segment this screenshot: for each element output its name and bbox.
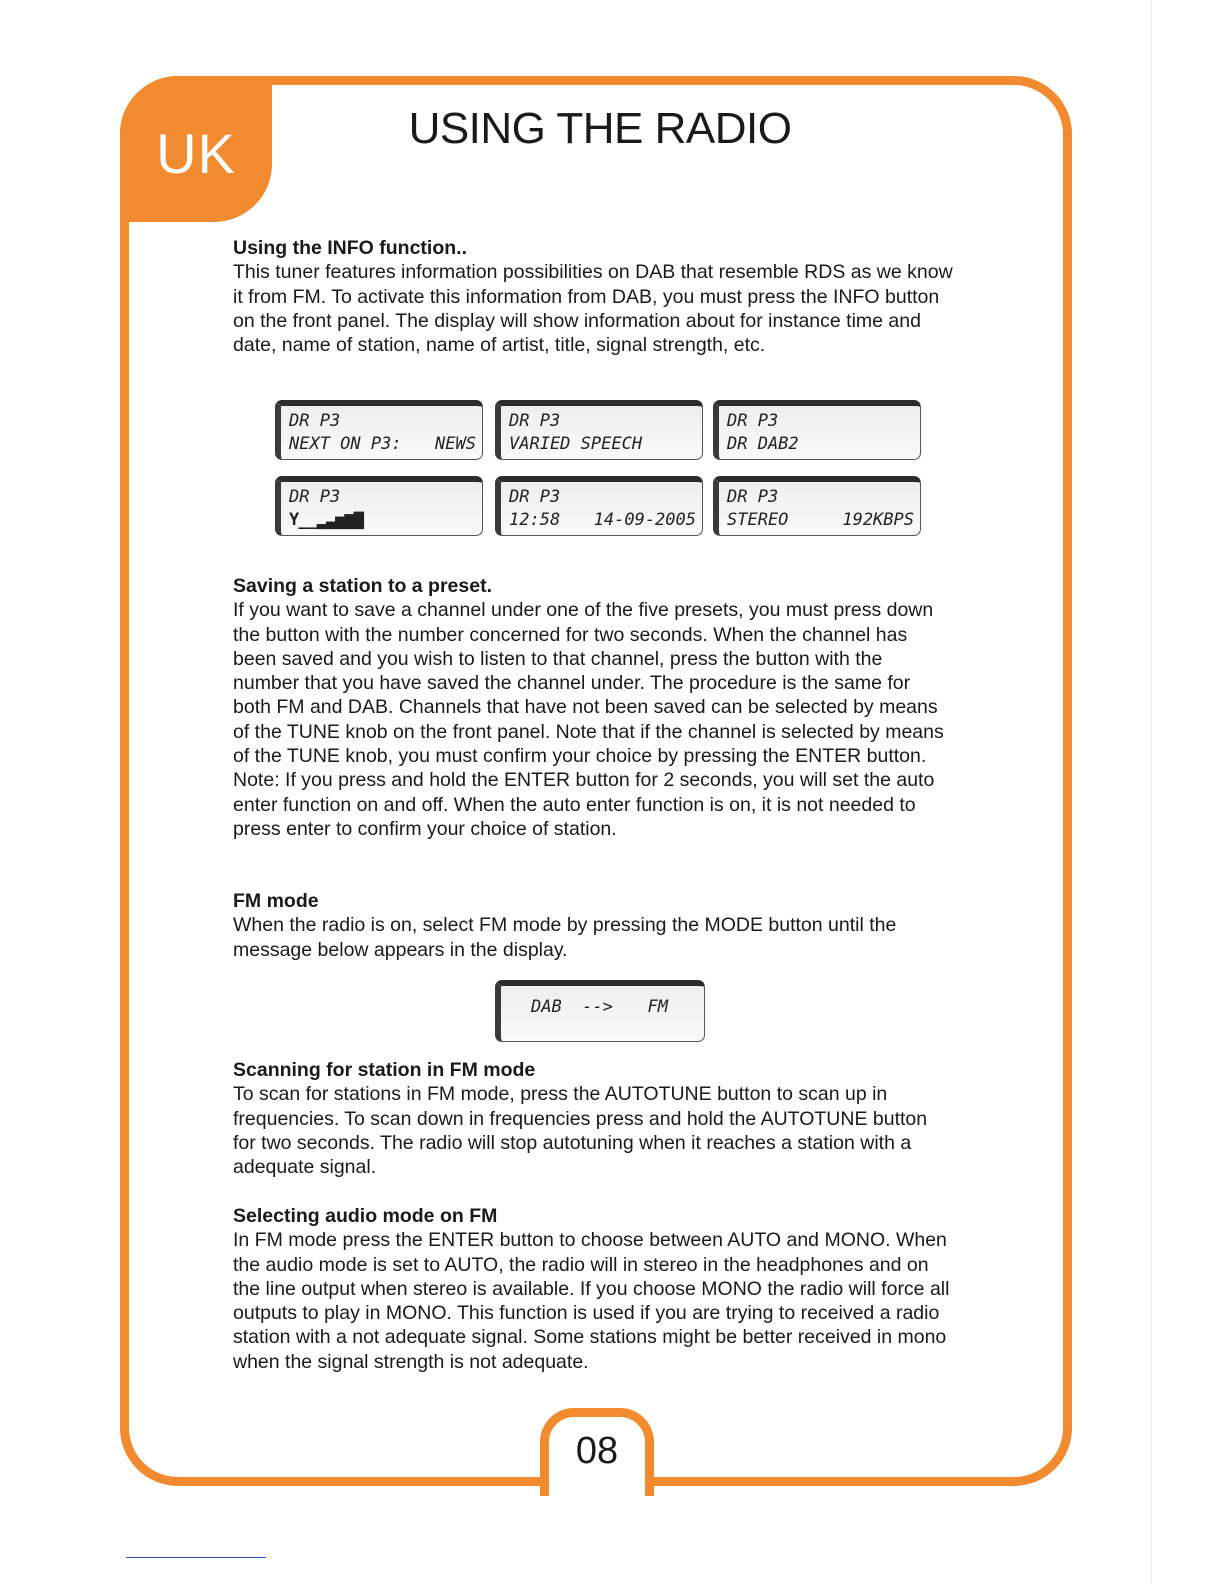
fm-display-left: DAB --> — [531, 997, 613, 1017]
lcd-line2-left: NEXT ON P3: — [289, 434, 402, 454]
lcd-line2-left: 12:58 — [509, 510, 561, 530]
section-info — [233, 236, 953, 357]
lcd-display — [495, 476, 703, 536]
preset-heading: Saving a station to a preset. — [233, 575, 492, 597]
lcd-line2-right: 14-09-2005 — [593, 510, 696, 530]
lcd-line1: DR P3 — [509, 411, 561, 431]
lcd-line2-left: STEREO — [727, 510, 789, 530]
lcd-line1: DR P3 — [289, 487, 341, 507]
page-tab-gap — [549, 1476, 645, 1488]
page-title: USING THE RADIO — [408, 104, 792, 153]
info-heading: Using the INFO function.. — [233, 237, 467, 259]
fm-mode-display — [495, 980, 705, 1042]
lcd-line2-right: NEWS — [435, 434, 476, 454]
lcd-line2-right: 192KBPS — [842, 510, 914, 530]
lcd-line1: DR P3 — [509, 487, 561, 507]
page-number: 08 — [575, 1430, 619, 1472]
lcd-display — [275, 476, 483, 536]
language-tab: UK — [120, 76, 272, 222]
lcd-display — [495, 400, 703, 460]
lcd-display — [713, 400, 921, 460]
lcd-display — [713, 476, 921, 536]
signal-strength-bars: Y__▂▃▅▆▇ — [289, 510, 363, 530]
section-fm-mode — [233, 889, 953, 962]
fm-heading: FM mode — [233, 890, 319, 912]
info-body: This tuner features information possibilities on DAB that resemble RDS as we know it from FM. To activate this information from DAB, you must press the INFO button on the front panel. The display will show information about for instance time and date, name of station, name of artist, title, signal strength, etc. — [233, 261, 953, 357]
fm-display-right: FM — [647, 997, 668, 1017]
lcd-line1: DR P3 — [289, 411, 341, 431]
section-preset — [233, 574, 953, 841]
audio-heading: Selecting audio mode on FM — [233, 1205, 498, 1227]
section-audio-mode — [233, 1204, 953, 1374]
section-scanning — [233, 1058, 953, 1179]
scan-body: To scan for stations in FM mode, press the AUTOTUNE button to scan up in frequencies. To scan down in frequencies press and hold the AUTOTUNE button for two seconds. The radio will stop autotuning when it reaches a station with a adequate signal. — [233, 1083, 928, 1179]
page-edge — [1150, 0, 1152, 1584]
lcd-line1: DR P3 — [727, 411, 779, 431]
lcd-line2-left: VARIED SPEECH — [509, 434, 643, 454]
lcd-display — [275, 400, 483, 460]
audio-body: In FM mode press the ENTER button to choose between AUTO and MONO. When the audio mode is set to AUTO, the radio will in stereo in the headphones and on the line output when stereo is available. If you choose MONO the radio will force all outputs to play in MONO. This function is used if you are trying to received a radio station with a not adequate signal. Some stations might be better received in mono when the signal strength is not adequate. — [233, 1229, 950, 1373]
lcd-line1: DR P3 — [727, 487, 779, 507]
lcd-line2-left: DR DAB2 — [727, 434, 799, 454]
footer-rule — [126, 1557, 266, 1558]
preset-body: If you want to save a channel under one of the five presets, you must press down the button with the number concerned for two seconds. When the channel has been saved and you wish to listen to that channel, press the button with the number that you have saved the channel under. The procedure is the same for both FM and DAB. Channels that have not been saved can be selected by means of the TUNE knob on the front panel. Note that if the channel is selected by means of the TUNE knob, you must confirm your choice by pressing the ENTER button. Note: If you press and hold the ENTER button for 2 seconds, you will set the auto enter function on and off. When the auto enter function is on, it is not needed to press enter to confirm your choice of station. — [233, 599, 944, 840]
scan-heading: Scanning for station in FM mode — [233, 1059, 536, 1081]
fm-body: When the radio is on, select FM mode by pressing the MODE button until the message below appears in the display. — [233, 914, 897, 961]
